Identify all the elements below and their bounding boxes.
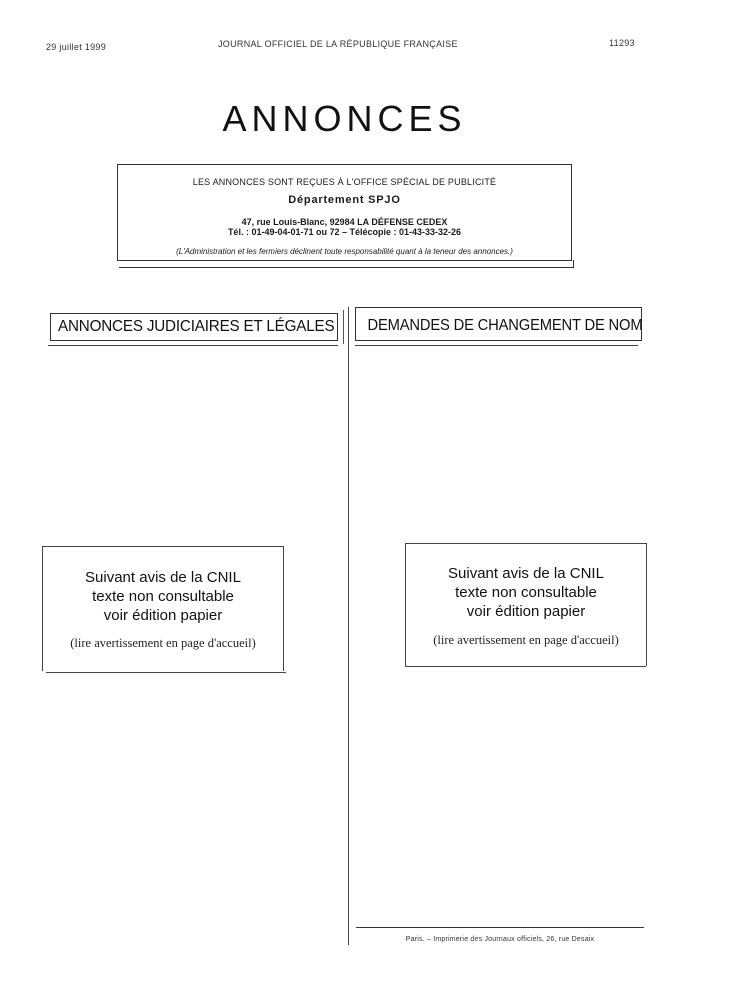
section-underline-left: [48, 345, 338, 346]
cnil-notice-line2: texte non consultable: [92, 588, 234, 605]
cnil-notice-line1: Suivant avis de la CNIL: [448, 565, 604, 582]
cnil-notice-line1: Suivant avis de la CNIL: [85, 569, 241, 586]
section-heading-text: ANNONCES JUDICIAIRES ET LÉGALES: [58, 318, 335, 335]
footer-rule: [356, 927, 644, 928]
cnil-notice-note: (lire avertissement en page d'accueil): [70, 636, 256, 650]
cnil-notice-line2: texte non consultable: [455, 584, 597, 601]
info-line-disclaimer: (L'Administration et les fermiers déclinent toute responsabilité quant à la teneur des annonces.): [176, 247, 513, 256]
section-heading-changement-nom: [355, 307, 642, 341]
section-heading-text: DEMANDES DE CHANGEMENT DE NOM: [367, 317, 643, 334]
page-date: 29 juillet 1999: [46, 42, 107, 52]
cnil-notice-right-rule: [405, 666, 646, 667]
column-divider: [348, 307, 349, 945]
page-number: 11293: [609, 38, 635, 48]
cnil-notice-left-rule: [46, 672, 286, 673]
cnil-notice-note: (lire avertissement en page d'accueil): [433, 633, 619, 647]
column-divider-short: [343, 310, 344, 344]
cnil-notice-right: [405, 543, 647, 666]
info-box-shadow: [119, 260, 574, 268]
page-title: ANNONCES: [222, 98, 467, 139]
info-line-offices: LES ANNONCES SONT REÇUES À L'OFFICE SPÉCIAL DE PUBLICITÉ: [192, 177, 497, 187]
printer-footer: Paris. – Imprimerie des Journaux officiels, 26, rue Desaix: [405, 936, 595, 943]
info-line-department: Département SPJO: [288, 194, 401, 206]
section-heading-judiciaires: [50, 313, 338, 341]
section-underline-right: [355, 345, 638, 346]
journal-title: JOURNAL OFFICIEL DE LA RÉPUBLIQUE FRANÇAISE: [218, 39, 458, 49]
cnil-notice-left: [42, 546, 284, 671]
info-box: [117, 164, 572, 261]
info-line-address: 47, rue Louis-Blanc, 92984 LA DÉFENSE CEDEX: [241, 217, 448, 227]
info-line-phone: Tél. : 01-49-04-01-71 ou 72 – Télécopie : 01-43-33-32-26: [227, 227, 462, 237]
cnil-notice-line3: voir édition papier: [466, 603, 586, 620]
cnil-notice-line3: voir édition papier: [103, 607, 223, 624]
